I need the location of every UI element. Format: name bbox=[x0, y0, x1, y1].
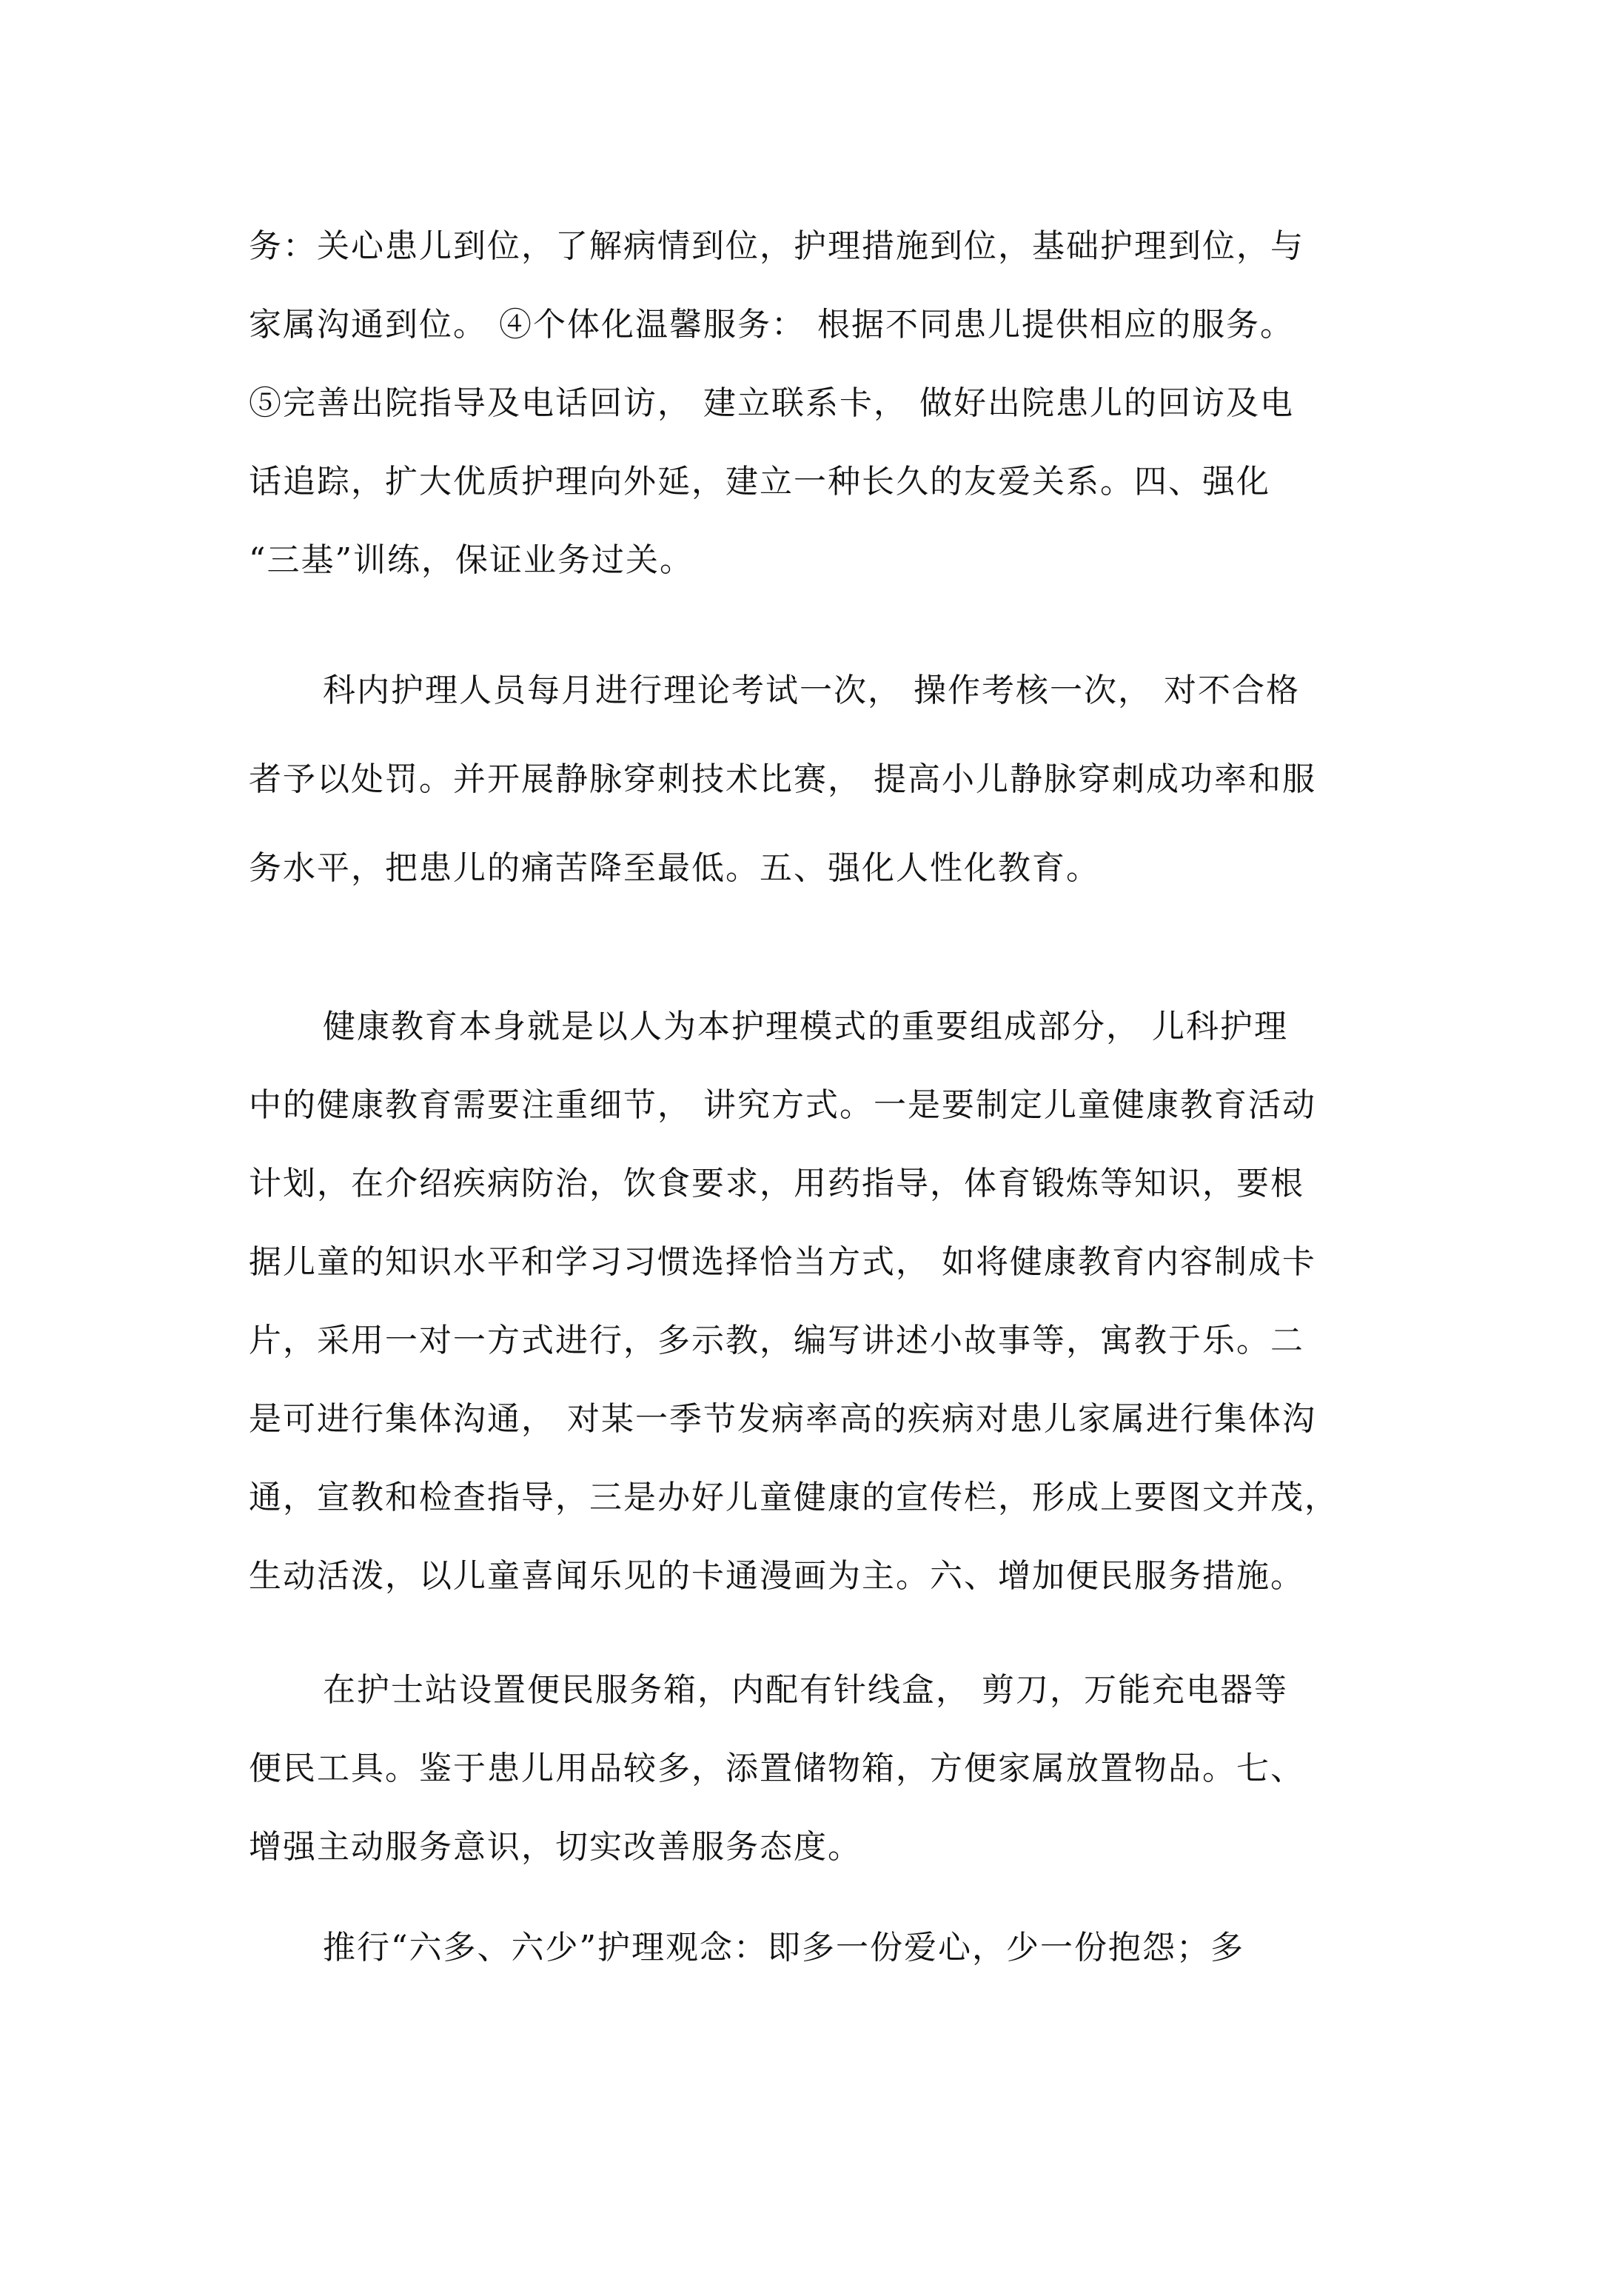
text-line: 者予以处罚。并开展静脉穿刺技术比赛， 提高小儿静脉穿刺成功率和服 bbox=[249, 760, 1316, 798]
text-line: 是可进行集体沟通， 对某一季节发病率高的疾病对患儿家属进行集体沟 bbox=[249, 1400, 1316, 1438]
text-line: 健康教育本身就是以人为本护理模式的重要组成部分， 儿科护理 bbox=[323, 1008, 1288, 1045]
text-line: 增强主动服务意识，切实改善服务态度。 bbox=[249, 1828, 862, 1866]
text-line: 生动活泼，以儿童喜闻乐见的卡通漫画为主。六、增加便民服务措施。 bbox=[249, 1557, 1304, 1595]
text-line: 务水平，把患儿的痛苦降至最低。五、强化人性化教育。 bbox=[249, 849, 1100, 887]
text-line: “三基”训练，保证业务过关。 bbox=[249, 541, 694, 579]
text-line: 中的健康教育需要注重细节， 讲究方式。一是要制定儿童健康教育活动 bbox=[249, 1086, 1316, 1124]
text-line: 务：关心患儿到位，了解病情到位，护理措施到位，基础护理到位，与 bbox=[249, 227, 1304, 265]
text-line: 推行“六多、六少”护理观念：即多一份爱心，少一份抱怨；多 bbox=[323, 1929, 1244, 1967]
text-line: ⑤完善出院指导及电话回访， 建立联系卡， 做好出院患儿的回访及电 bbox=[249, 384, 1294, 422]
text-line: 便民工具。鉴于患儿用品较多，添置储物箱，方便家属放置物品。七、 bbox=[249, 1750, 1304, 1787]
text-line: 片，采用一对一方式进行，多示教，编写讲述小故事等，寓教于乐。二 bbox=[249, 1322, 1304, 1359]
text-line: 在护士站设置便民服务箱，内配有针线盒， 剪刀，万能充电器等 bbox=[323, 1671, 1288, 1709]
text-line: 科内护理人员每月进行理论考试一次， 操作考核一次， 对不合格 bbox=[323, 672, 1300, 709]
text-line: 计划，在介绍疾病防治，饮食要求，用药指导，体育锻炼等知识，要根 bbox=[249, 1165, 1304, 1202]
text-line: 家属沟通到位。 ④个体化温馨服务： 根据不同患儿提供相应的服务。 bbox=[249, 306, 1294, 344]
text-line: 话追踪，扩大优质护理向外延，建立一种长久的友爱关系。四、强化 bbox=[249, 463, 1270, 501]
text-line: 通，宣教和检查指导，三是办好儿童健康的宣传栏，形成上要图文并茂， bbox=[249, 1479, 1338, 1516]
text-line: 据儿童的知识水平和学习习惯选择恰当方式， 如将健康教育内容制成卡 bbox=[249, 1243, 1316, 1281]
